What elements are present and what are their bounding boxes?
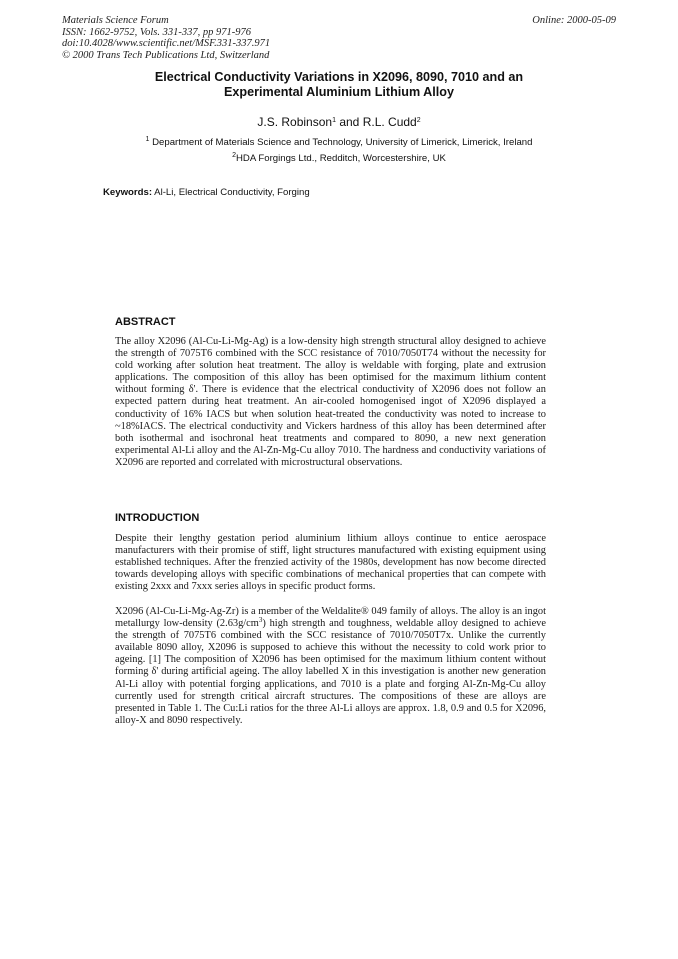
author-2-affiliation-mark: 2 [416,117,421,124]
affiliation-1-text: Department of Materials Science and Technology, University of Limerick, Limerick, Ireland [149,137,533,148]
title-line-2: Experimental Aluminium Lithium Alloy [224,85,454,99]
affiliation-2 [0,153,678,164]
introduction-paragraph-2-part-b: ) high strength and toughness, weldable alloy designed to achieve the strength of 7075T6 combined with the SCC resistance of 7010/7050T7x. Unlike the currently available 8090 alloy, X2096 is supposed to achieve this without the necessity to cold work prior to ageing. [1] The composition of X2096 has been optimised for the maximum lithium content without forming δ' during artificial ageing. The alloy labelled X in this investigation is another new generation Al-Li alloy with potential forging applications, and 7010 is a plate and forging Al-Zn-Mg-Cu alloy currently used for strength critical aircraft structures. The compositions of these are alloys are presented in Table 1. The Cu:Li ratios for the three Al-Li alloys are approx. 1.8, 0.9 and 0.5 for X2096, alloy-X and 8090 respectively. [115,618,546,726]
title-line-1: Electrical Conductivity Variations in X2096, 8090, 7010 and an [154,70,524,84]
paper-title [100,70,578,100]
introduction-paragraph-2-part-a: X2096 (Al-Cu-Li-Mg-Ag-Zr) is a member of the Weldalite® 049 family of alloys. The alloy is an ingot metallurgy low-density (2.63g/cm [115,606,546,630]
author-1: J.S. Robinson [257,115,333,129]
abstract-heading: ABSTRACT [115,316,176,328]
author-conjunction: and [335,115,363,129]
affiliation-1 [0,137,678,148]
affiliation-1-mark: 1 [145,136,150,143]
doi-line: doi:10.4028/www.scientific.net/MSF.331-337.971 [62,38,271,50]
author-list [0,115,678,129]
affiliation-2-text: HDA Forgings Ltd., Redditch, Worcestershire, UK [236,153,446,164]
density-unit-superscript: 3 [258,616,263,625]
keywords-text: Al-Li, Electrical Conductivity, Forging [152,187,310,198]
issn-line: ISSN: 1662-9752, Vols. 331-337, pp 971-976 [62,26,251,38]
author-2: R.L. Cudd [362,115,417,129]
keywords-label: Keywords: [103,187,153,198]
introduction-paragraph-2 [115,606,546,727]
journal-header [62,15,270,61]
copyright-line: © 2000 Trans Tech Publications Ltd, Switzerland [62,49,270,61]
abstract-text: The alloy X2096 (Al-Cu-Li-Mg-Ag) is a low-density high strength structural alloy designed to achieve the strength of 7075T6 combined with the SCC resistance of 7010/7050T74 without the necessity for cold working after solution heat treatment. The alloy is weldable with forging, plate and extrusion applications. The composition of this alloy has been optimised for the maximum lithium content without forming δ'. There is evidence that the electrical conductivity of X2096 does not follow an expected pattern during heat treatment. An air-cooled homogenised ingot of X2096 displayed a conductivity of 16% IACS but when solution heat-treated the conductivity was noted to increase to ~18%IACS. The electrical conductivity and Vickers hardness of this alloy has been determined after both isothermal and isochronal heat treatments and compared to 8090, a new next generation experimental Al-Li alloy and the Al-Zn-Mg-Cu alloy 7010. The hardness and conductivity variations of X2096 are reported and correlated with microstructural observations. [115,336,546,468]
introduction-heading: INTRODUCTION [115,512,200,524]
online-date: Online: 2000-05-09 [532,15,616,26]
introduction-paragraph-1: Despite their lengthy gestation period aluminium lithium alloys continue to entice aerospace manufacturers with their promise of stiff, light structures manufactured with existing equipment using established techniques. After the frenzied activity of the 1980s, development has now become directed towards developing alloys with specific combinations of mechanical properties that can compete with existing 2xxx and 7xxx series alloys in specific product forms. [115,533,546,593]
journal-name: Materials Science Forum [62,15,169,26]
keywords [103,187,310,198]
affiliation-2-mark: 2 [232,152,236,159]
author-1-affiliation-mark: 1 [332,117,336,124]
